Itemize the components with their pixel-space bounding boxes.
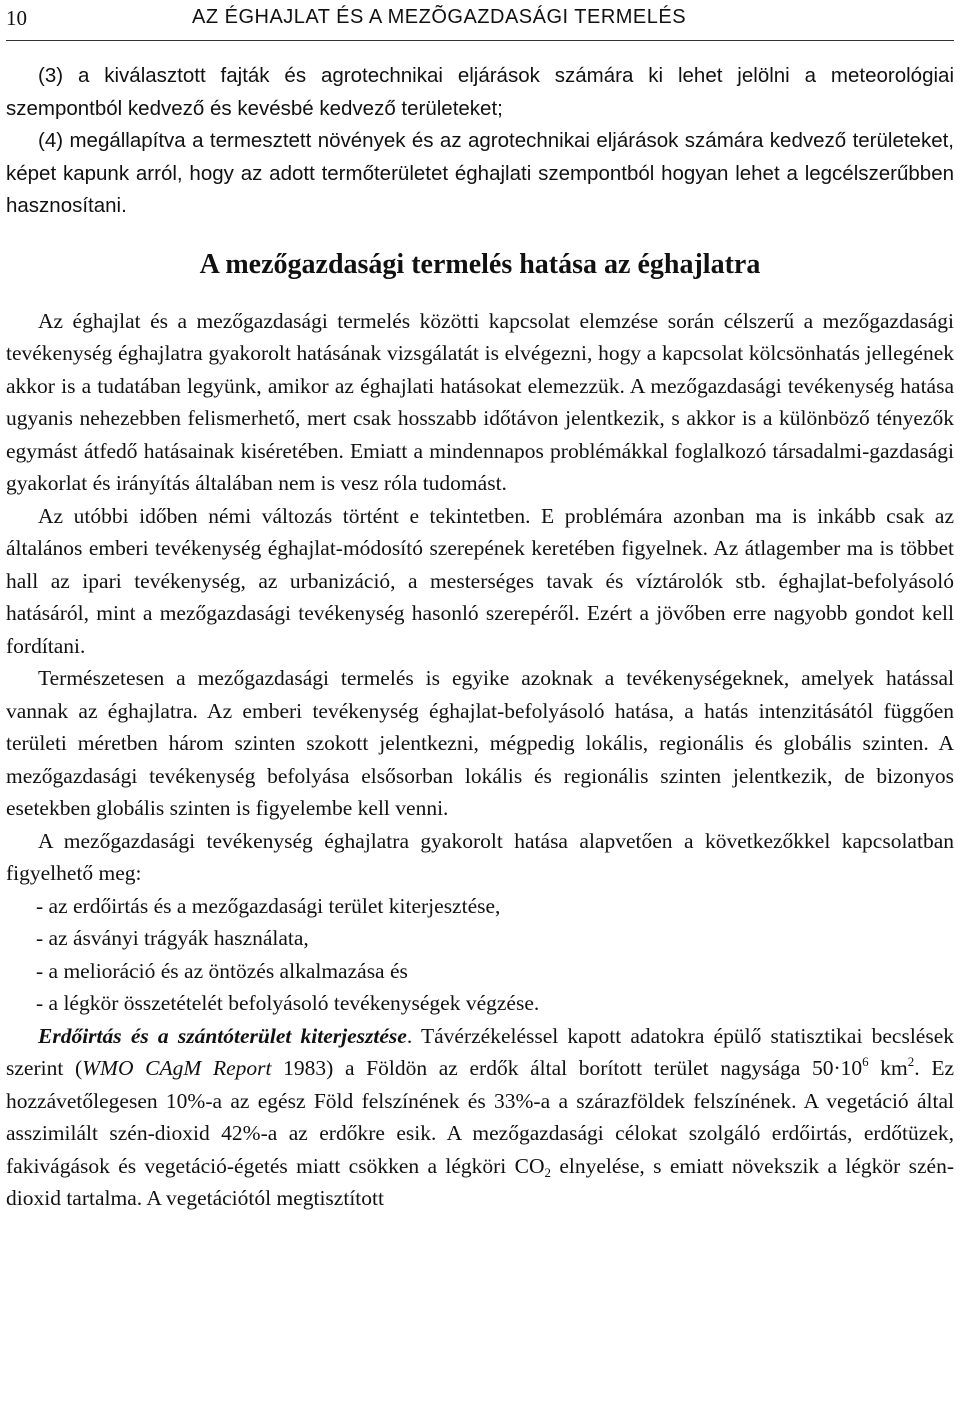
text-run: . Távérzékeléssel kapott adatokra épülő statisztikai becslések szerint ( (6, 1023, 955, 1081)
list-item: - az erdőirtás és a mezőgazdasági terület kiterjesztése, (36, 893, 501, 918)
page-body (6, 60, 954, 1215)
final-paragraph (6, 1020, 954, 1215)
intro-block (6, 60, 954, 223)
impact-list (6, 890, 954, 1020)
paragraph: A mezőgazdasági tevékenység éghajlatra gyakorolt hatása alapvetően a következőkkel kapcsolatban figyelhető meg: (6, 828, 954, 886)
header-rule (6, 40, 954, 41)
subscript: 2 (544, 1164, 552, 1180)
text-run: . Ez hozzávetőlegesen 10%-a az egész Föld felszínének és 33%-a a szárazföldek felszínének. A vegetáció által asszimilált szén-dioxid 42%-a az erdőkre esik. A mezőgazdasági célokat szolgáló erdőirtás, erdőtüzek, fakivágások és vegetáció-égetés miatt csökken a légköri CO (6, 1056, 954, 1178)
paragraph: Az éghajlat és a mezőgazdasági termelés közötti kapcsolat elemzése során célszerű a mezőgazdasági tevékenység éghajlatra gyakorolt hatásának vizsgálatát is elvégezni, hogy a kapcsolat kölcsönhatás jellegének akkor is a tudatában legyünk, amikor az éghajlati hatásokat elemezzük. A mezőgazdasági tevékenység hatása ugyanis nehezebben felismerhető, mert csak hosszabb időtávon jelentkezik, s akkor is a különböző tényezők egymást átfedő hatásainak kiséretében. Emiatt a mindennapos problémákkal foglalkozó társadalmi-gazdasági gyakorlat és irányítás általában nem is vesz róla tudomást. (6, 308, 954, 496)
cited-source: WMO CAgM Report (82, 1056, 272, 1081)
running-title: AZ ÉGHAJLAT ÉS A MEZÕGAZDASÁGI TERMELÉS (192, 6, 687, 28)
intro-item-4: (4) megállapítva a termesztett növények és az agrotechnikai eljárások számára kedvező területeket, képet kapunk arról, hogy az adott termőterületet éghajlati szempontból hogyan lehet a legcélszerűbben hasznosítani. (6, 129, 954, 218)
superscript: 6 (862, 1054, 869, 1070)
text-run: km (868, 1056, 908, 1081)
list-item: - a légkör összetételét befolyásoló tevékenységek végzése. (36, 991, 540, 1016)
intro-item-3: (3) a kiválasztott fajták és agrotechnikai eljárások számára ki lehet jelölni a meteorológiai szempontból kedvező és kevésbé kedvező területeket; (6, 64, 954, 120)
paragraph: Az utóbbi időben némi változás történt e tekintetben. E problémára azonban ma is inkább csak az általános emberi tevékenység éghajlat-módosító szerepének keretében figyelnek. Az átlagember ma is többet hall az ipari tevékenység, az urbanizáció, a mesterséges tavak és víztárolók stb. éghajlat-befolyásoló hatásáról, mint a mezőgazdasági tevékenység hasonló szerepéről. Ezért a jövőben erre nagyobb gondot kell fordítani. (6, 503, 954, 658)
page-header (6, 4, 954, 40)
list-item: - a melioráció és az öntözés alkalmazása és (36, 958, 408, 983)
page-number: 10 (6, 6, 27, 30)
section-heading: A mezőgazdasági termelés hatása az éghajlatra (199, 248, 761, 280)
section-text (6, 305, 954, 1215)
text-run: elnyelése, s emiatt növekszik a légkör szén-dioxid tartalma. A vegetációtól megtisztított (6, 1153, 955, 1211)
superscript: 2 (907, 1054, 915, 1070)
text-run: 1983) a Földön az erdők által borított terület nagysága 50·10 (271, 1056, 863, 1081)
list-item: - az ásványi trágyák használata, (36, 926, 309, 951)
subsection-lead: Erdőirtás és a szántóterület kiterjesztése (38, 1023, 407, 1048)
paragraph: Természetesen a mezőgazdasági termelés is egyike azoknak a tevékenységeknek, amelyek hatással vannak az éghajlatra. Az emberi tevékenység éghajlat-befolyásoló hatása, a hatás intenzitásától függően területi méretben három szinten szokott jelentkezni, mégpedig lokális, regionális és globális szinten. A mezőgazdasági tevékenység befolyása elsősorban lokális és regionális szinten jelentkezik, de bizonyos esetekben globális szinten is figyelembe kell venni. (6, 666, 954, 821)
